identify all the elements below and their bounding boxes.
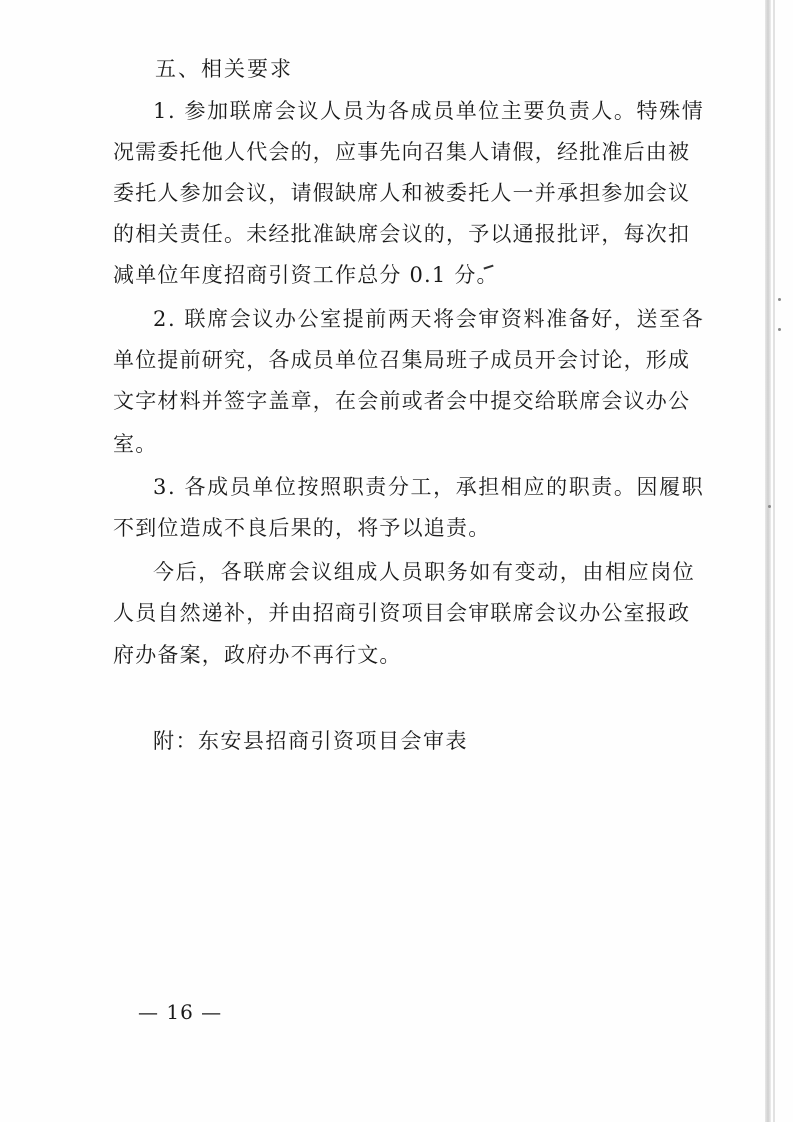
paragraph-line: 单位提前研究，各成员单位召集局班子成员开会讨论，形成 xyxy=(113,348,691,372)
paragraph-line: 人员自然递补，并由招商引资项目会审联席会议办公室报政 xyxy=(113,601,691,625)
paragraph-line: 3. 各成员单位按照职责分工，承担相应的职责。因履职 xyxy=(153,475,705,499)
scan-edge xyxy=(765,0,771,1122)
paragraph-line: 今后，各联席会议组成人员职务如有变动，由相应岗位 xyxy=(153,560,696,584)
section-heading: 五、相关要求 xyxy=(155,57,293,81)
paragraph-line: 减单位年度招商引资工作总分 0.1 分。 xyxy=(113,263,499,287)
paragraph-line: 委托人参加会议，请假缺席人和被委托人一并承担参加会议 xyxy=(113,181,691,205)
paragraph-line: 1. 参加联席会议人员为各成员单位主要负责人。特殊情 xyxy=(153,99,705,123)
attachment-note: 附：东安县招商引资项目会审表 xyxy=(153,729,468,753)
page-number: — 16 — xyxy=(138,1000,223,1024)
scan-edge-line xyxy=(773,0,775,1122)
paragraph-line: 的相关责任。未经批准缺席会议的，予以通报批评，每次扣 xyxy=(113,222,691,246)
scan-speck xyxy=(768,505,771,508)
paragraph-line: 不到位造成不良后果的，将予以追责。 xyxy=(113,516,491,540)
paragraph-line: 府办备案，政府办不再行文。 xyxy=(113,643,402,667)
scan-speck xyxy=(778,298,781,301)
paragraph-line: 2. 联席会议办公室提前两天将会审资料准备好，送至各 xyxy=(153,307,705,331)
scan-speck xyxy=(778,328,781,331)
paragraph-line: 室。 xyxy=(113,432,158,456)
paragraph-line: 况需委托他人代会的，应事先向召集人请假，经批准后由被 xyxy=(113,140,691,164)
paragraph-line: 文字材料并签字盖章，在会前或者会中提交给联席会议办公 xyxy=(113,389,691,413)
